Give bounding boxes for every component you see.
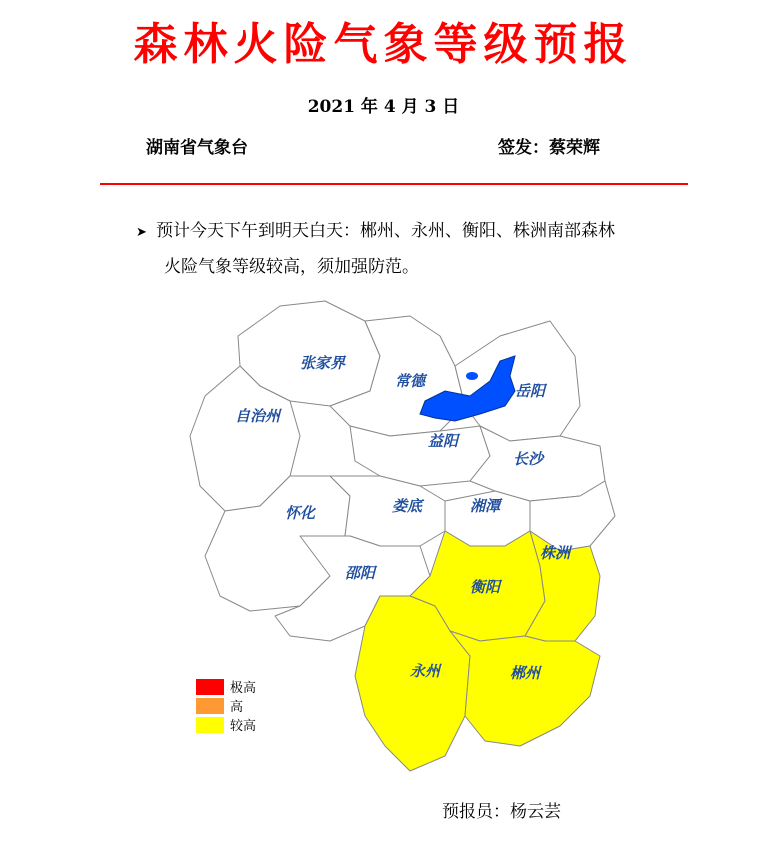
legend-label: 高	[230, 700, 244, 715]
forecast-line-2: 火险气象等级较高，须加强防范。	[164, 257, 419, 277]
legend-swatch	[196, 698, 224, 714]
forecast-line-1	[136, 214, 676, 250]
divider	[100, 183, 688, 185]
region-yueyang	[455, 321, 580, 441]
label-zhangjiajie: 张家界	[300, 354, 346, 372]
label-yongzhou: 永州	[410, 662, 441, 680]
label-xiangtan: 湘潭	[470, 497, 501, 515]
label-hengyang: 衡阳	[470, 578, 501, 596]
region-chenzhou	[450, 631, 600, 746]
label-xiangxi: 自治州	[235, 407, 281, 425]
issuer: 湖南省气象台	[146, 138, 248, 158]
legend-item	[196, 696, 256, 715]
forecaster: 预报员：杨云芸	[442, 802, 561, 822]
map-legend	[196, 677, 256, 734]
forecast-line-1-text: 预计今天下午到明天白天：郴州、永州、衡阳、株洲南部森林	[156, 221, 615, 241]
label-changde: 常德	[395, 372, 426, 390]
label-changsha: 长沙	[513, 450, 544, 468]
legend-item	[196, 715, 256, 734]
lake-islet	[466, 372, 478, 380]
legend-label: 较高	[230, 719, 257, 734]
label-chenzhou: 郴州	[510, 664, 541, 682]
signer: 签发：蔡荣辉	[498, 138, 600, 158]
arrow-bullet-icon: ➤	[136, 225, 147, 240]
legend-swatch	[196, 679, 224, 695]
forecast-text	[136, 214, 676, 285]
label-yueyang: 岳阳	[515, 382, 546, 400]
label-yiyang: 益阳	[428, 432, 459, 450]
forecast-date: 2021 年 4 月 3 日	[307, 97, 460, 117]
legend-label: 极高	[230, 681, 257, 696]
label-loudi: 娄底	[392, 497, 423, 515]
legend-item	[196, 677, 256, 696]
label-huaihua: 怀化	[285, 504, 316, 522]
legend-swatch	[196, 717, 224, 733]
label-shaoyang: 邵阳	[345, 564, 376, 582]
label-zhuzhou: 株洲	[540, 544, 571, 562]
page-title: 森林火险气象等级预报	[133, 19, 634, 70]
